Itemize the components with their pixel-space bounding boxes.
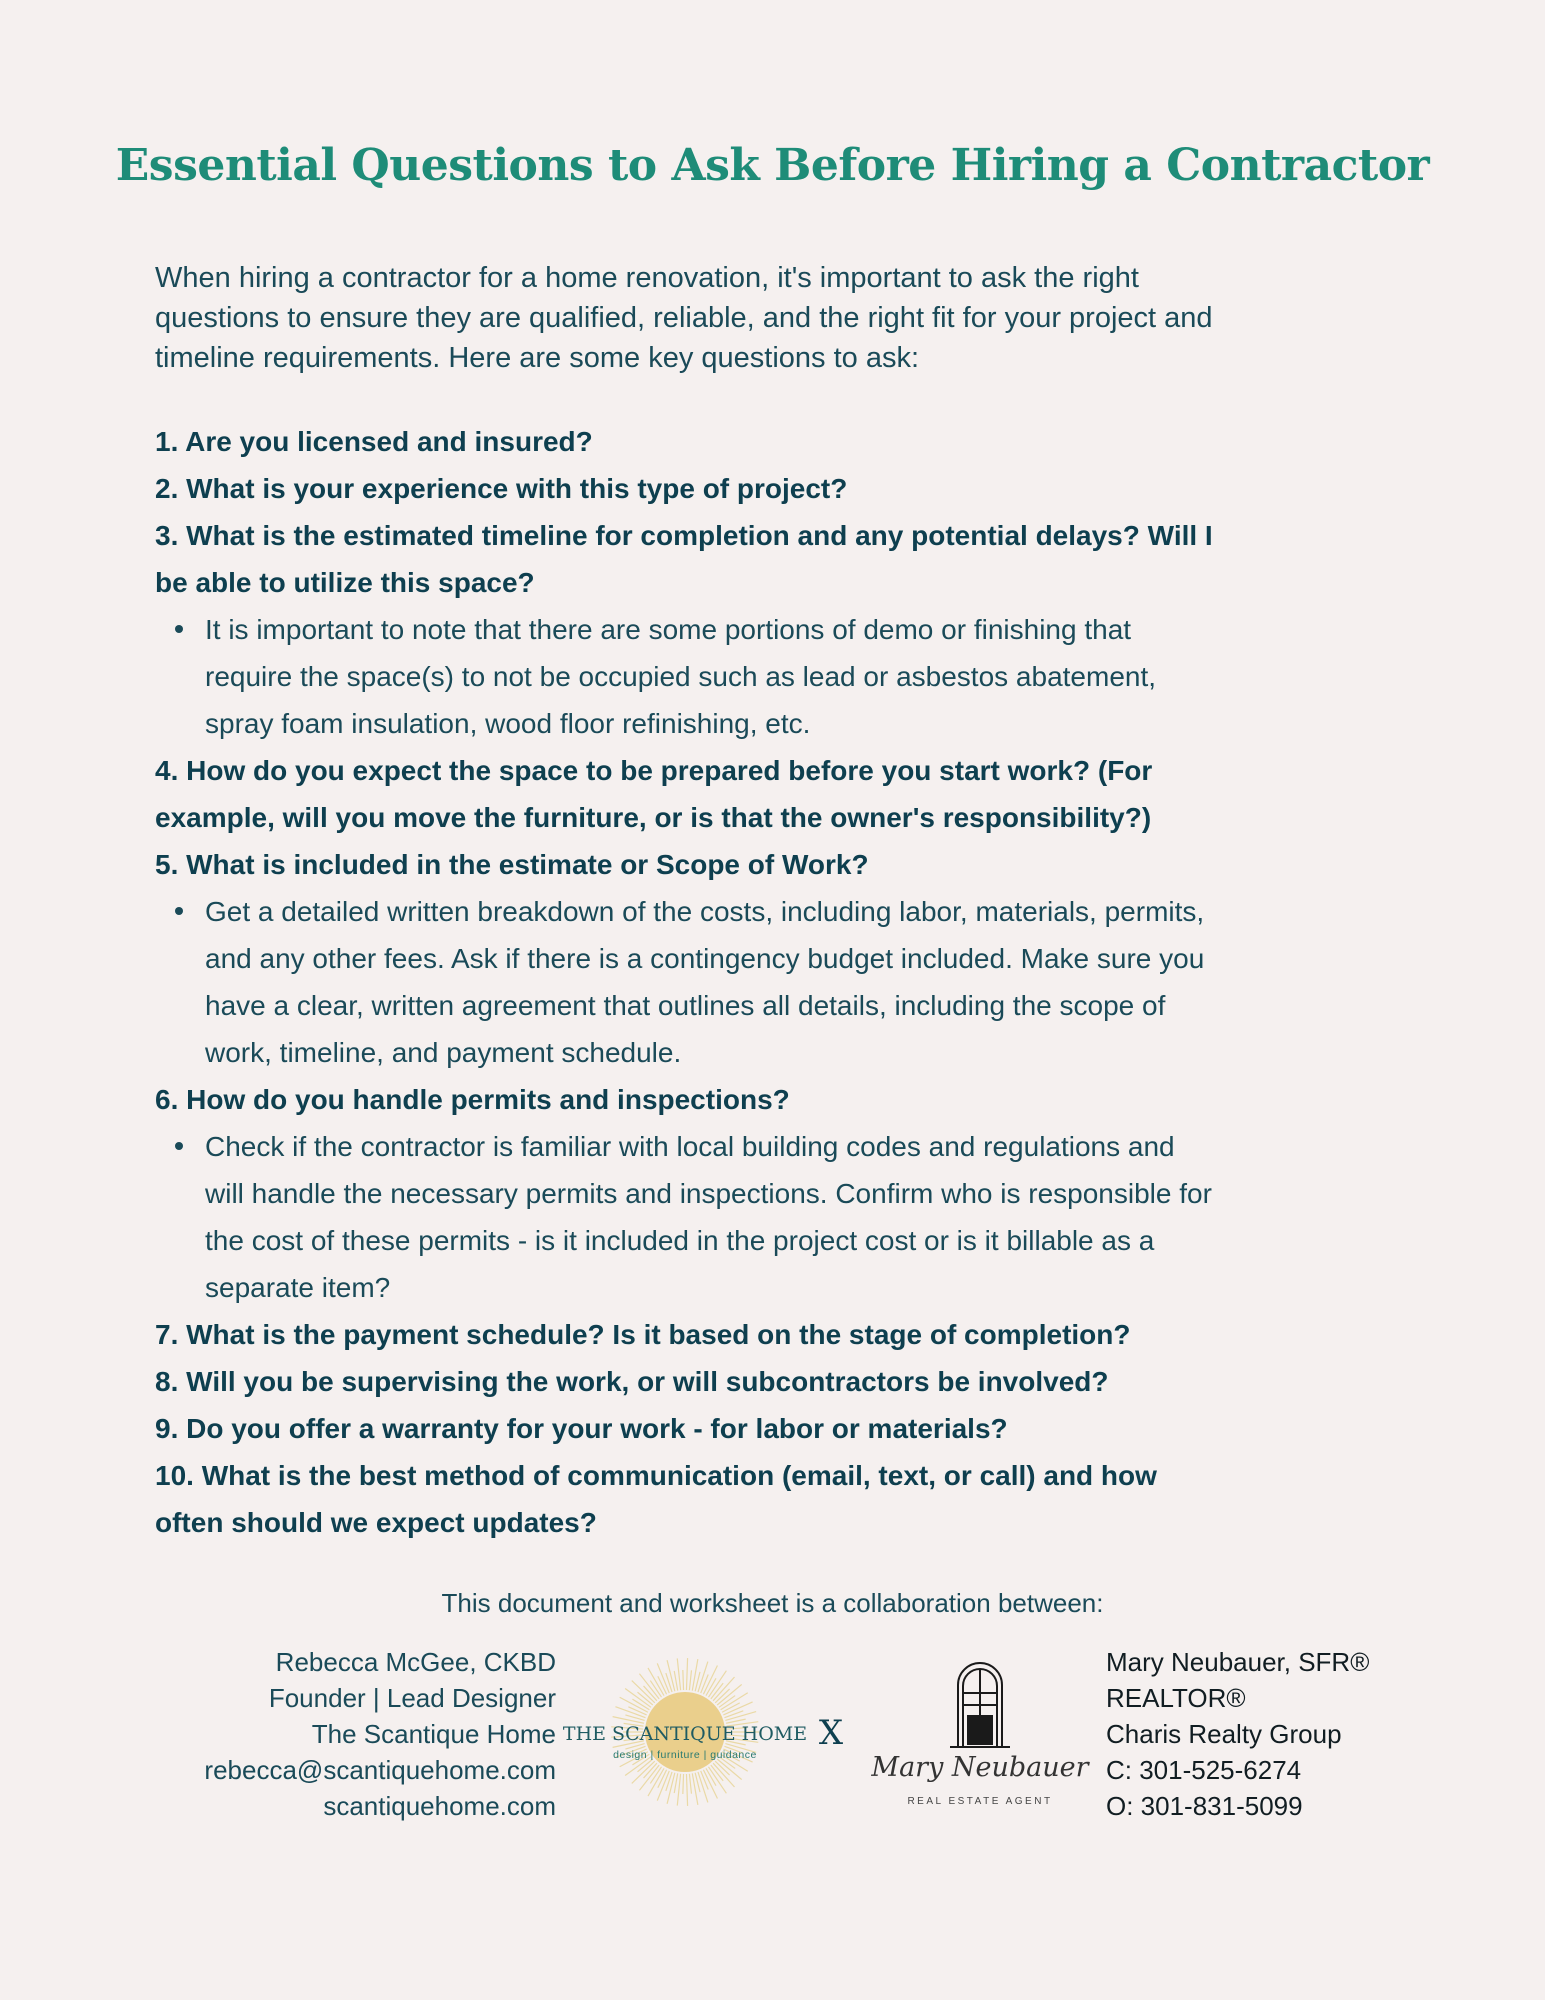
question-item [155,747,1400,841]
sun-ray [674,1671,677,1691]
question-text: 10. What is the best method of communication (email, text, or call) and how [155,1460,1157,1491]
note-line: and any other fees. Ask if there is a contingency budget included. Make sure you [205,943,1205,974]
sun-ray [667,1773,675,1804]
sun-ray [686,1774,687,1806]
sun-ray [708,1767,726,1794]
question-item [155,1452,1400,1546]
sun-ray [683,1774,684,1794]
contact-email[interactable]: rebecca@scantiquehome.com [204,1755,556,1785]
arched-door-icon [870,1655,1090,1755]
question-text: 9. Do you offer a warranty for your work - for labor or materials? [155,1413,1008,1444]
sun-ray [677,1658,680,1690]
sun-ray [686,1658,687,1690]
question-item [155,1076,1400,1311]
question-text: often should we expect updates? [155,1507,597,1538]
question-item [155,1358,1400,1405]
question-text: 2. What is your experience with this type of project? [155,473,848,504]
intro-paragraph [155,258,1395,378]
question-item [155,841,1400,1076]
question-item [155,418,1400,465]
note-line: require the space(s) to not be occupied such as lead or asbestos abatement, [205,661,1157,692]
sunburst-logo-icon [562,1660,808,1815]
bullet-icon [175,625,183,633]
question-text: 7. What is the payment schedule? Is it based on the stage of completion? [155,1319,1131,1350]
question-text: 4. How do you expect the space to be prepared before you start work? (For [155,755,1153,786]
note-line: have a clear, written agreement that outlines all details, including the scope of [205,990,1166,1021]
sun-ray [708,1671,726,1698]
sun-ray [721,1693,748,1710]
note-line: Check if the contractor is familiar with local building codes and regulations and [205,1131,1175,1162]
sun-ray [632,1761,655,1783]
sun-ray [639,1765,659,1790]
question-item [155,1405,1400,1452]
page-title: Essential Questions to Ask Before Hiring a Contractor [115,140,1430,191]
question-text: be able to utilize this space? [155,567,535,598]
signature-text: Mary Neubauer [871,1752,1089,1783]
logo-tagline: design | furniture | guidance [613,1749,757,1761]
question-text: 3. What is the estimated timeline for completion and any potential delays? Will I [155,520,1213,551]
collaboration-separator: X [818,1713,844,1753]
designer-contact [130,1644,556,1824]
note-line: will handle the necessary permits and inspections. Confirm who is responsible for [205,1178,1212,1209]
sun-ray [677,1774,680,1806]
collaboration-note: This document and worksheet is a collaboration between: [441,1588,1104,1618]
question-text: 8. Will you be supervising the work, or will subcontractors be involved? [155,1366,1109,1397]
sun-ray [683,1670,684,1690]
contact-cell-phone[interactable]: C: 301-525-6274 [1106,1755,1302,1785]
contact-website[interactable]: scantiquehome.com [323,1791,556,1821]
sun-ray [717,1684,742,1705]
question-item [155,465,1400,512]
bullet-note [205,888,1400,1076]
note-line: the cost of these permits - is it included in the project cost or is it billable as a [205,1225,1155,1256]
sun-ray [632,1681,655,1703]
sun-ray [667,1660,675,1691]
contact-office-phone[interactable]: O: 301-831-5099 [1106,1791,1303,1821]
bullet-icon [175,907,183,915]
note-line: Get a detailed written breakdown of the costs, including labor, materials, permits, [205,896,1205,927]
note-line: It is important to note that there are some portions of demo or finishing that [205,614,1132,645]
bullet-icon [175,1142,183,1150]
sun-ray [701,1771,708,1790]
scantique-home-logo [562,1660,808,1815]
intro-line: When hiring a contractor for a home renovation, it's important to ask the right [155,262,1139,294]
sun-ray [625,1689,651,1708]
contact-company: The Scantique Home [311,1719,556,1749]
contact-role: Founder | Lead Designer [268,1683,556,1713]
contact-role: REALTOR® [1106,1683,1246,1713]
note-line: spray foam insulation, wood floor refinishing, etc. [205,708,811,739]
logo-subtitle: REAL ESTATE AGENT [907,1796,1053,1807]
intro-line: questions to ensure they are qualified, reliable, and the right fit for your project and [155,302,1213,334]
contact-company: Charis Realty Group [1106,1719,1342,1749]
sun-ray [713,1677,734,1701]
sun-ray [628,1707,646,1715]
note-line: work, timeline, and payment schedule. [205,1037,682,1068]
bullet-note [205,606,1400,747]
question-text: example, will you move the furniture, or is that the owner's responsibility?) [155,802,1152,833]
question-list [155,418,1400,1546]
sun-ray [674,1773,677,1793]
intro-line: timeline requirements. Here are some key questions to ask: [155,342,920,374]
sun-ray [689,1670,691,1690]
bullet-note [205,1123,1400,1311]
question-item [155,512,1400,747]
sun-ray [713,1763,734,1787]
question-text: 1. Are you licensed and insured? [155,426,593,457]
contact-name: Rebecca McGee, CKBD [275,1647,556,1677]
sun-ray [701,1675,708,1694]
logo-name: THE SCANTIQUE HOME [562,1723,808,1745]
question-text: 6. How do you handle permits and inspections? [155,1084,790,1115]
contact-name: Mary Neubauer, SFR® [1106,1647,1370,1677]
question-item [155,1311,1400,1358]
sun-ray [639,1674,659,1699]
sun-ray [689,1774,691,1794]
question-text: 5. What is included in the estimate or Scope of Work? [155,849,869,880]
note-line: separate item? [205,1272,391,1303]
realtor-contact [1106,1644,1526,1824]
sun-ray [717,1759,742,1780]
